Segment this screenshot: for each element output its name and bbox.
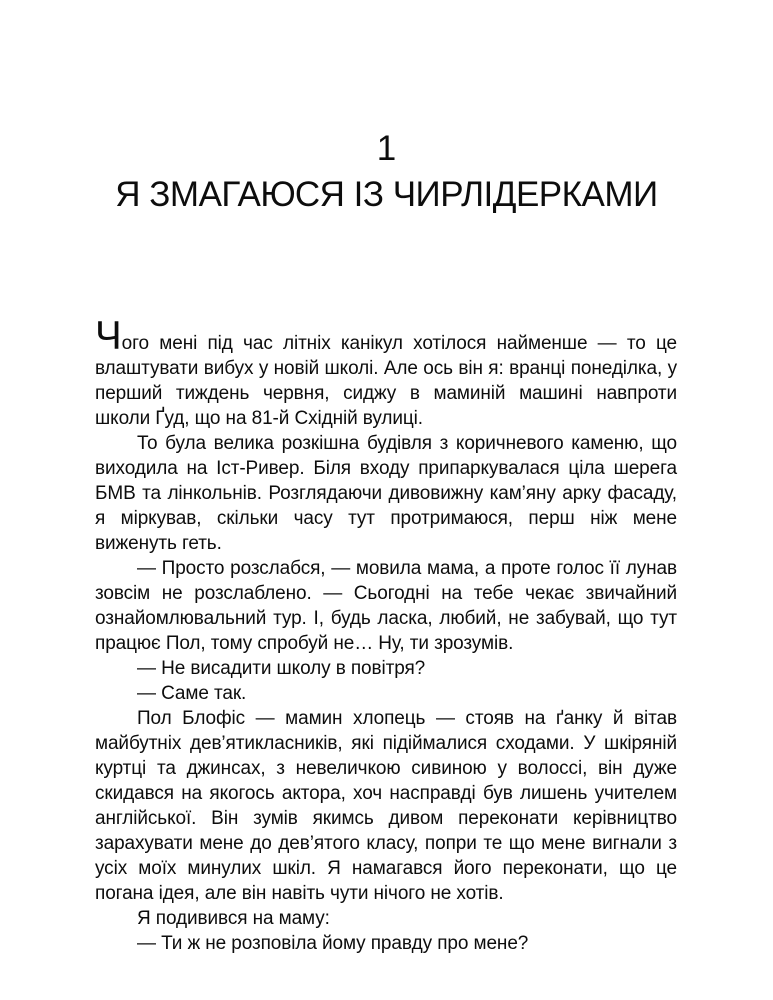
paragraph: Пол Блофіс — мамин хлопець — стояв на ґанку й вітав майбутніх дев’ятикласників, які підіймалися сходами. У шкіряній куртці та джинсах, з невеличкою сивиною у волоссі, він дуже скидався на якогось актора, хоч насправді був лишень учителем англійської. Він зумів якимсь дивом переконати керівництво зарахувати мене до дев’ятого класу, попри те що мене вигнали з усіх моїх минулих шкіл. Я намагався його переконати, що це погана ідея, але він навіть чути нічого не хотів.: [95, 708, 677, 904]
paragraph: — Саме так.: [137, 683, 247, 704]
paragraph: — Ти ж не розповіла йому правду про мене?: [137, 933, 529, 954]
body-text: [95, 314, 677, 956]
paragraph: [95, 314, 677, 431]
chapter-number: 1: [376, 129, 397, 168]
paragraph-text: ого мені під час літніх канікул хотілося найменше — то це влаштувати вибух у новій школі. Але ось він я: вранці понеділка, у перший тиждень червня, сиджу в маминій машині навпроти школи Ґуд, що на 81-й Східній вулиці.: [95, 333, 677, 429]
paragraph: — Не висадити школу в повітря?: [137, 658, 426, 679]
paragraph: — Просто розслабся, — мовила мама, а проте голос її лунав зовсім не розслаблено. — Сьогодні на тебе чекає звичайний ознайомлювальний тур. І, будь ласка, любий, не забувай, що тут працює Пол, тому спробуй не… Ну, ти зрозумів.: [95, 558, 677, 654]
paragraph: То була велика розкішна будівля з коричневого каменю, що виходила на Іст-Ривер. Біля входу припаркувалася ціла шерега БМВ та лінкольнів. Розглядаючи дивовижну кам’яну арку фасаду, я міркував, скільки часу тут протримаюся, перш ніж мене виженуть геть.: [95, 433, 677, 554]
chapter-title: Я ЗМАГАЮСЯ ІЗ ЧИРЛІДЕРКАМИ: [115, 175, 658, 214]
initial-letter: Ч: [95, 314, 122, 358]
paragraph: Я подивився на маму:: [137, 908, 330, 929]
